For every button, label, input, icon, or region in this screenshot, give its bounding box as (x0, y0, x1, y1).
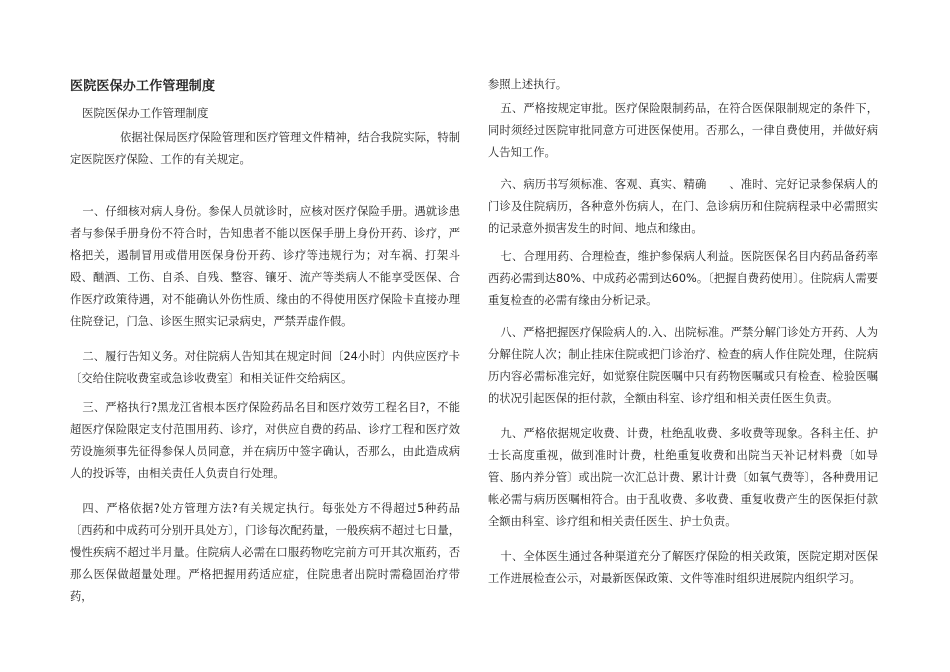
paragraph-8: 八、严格把握医疗保险病人的.入、出院标准。严禁分解门诊处方开药、人为分解住院人次；制止挂床住院或把门诊治疗、检查的病人作住院处理，住院病历内容必需标准完好，如觉察住院医嘱中只有药物医嘱或只有检查、检验医嘱的状况引起医保的拒付款，全额由科室、诊疗组和相关责任医生负责。 (488, 326, 878, 405)
paragraph-4: 四、严格依据?处方管理方法?有关规定执行。每张处方不得超过5种药品〔西药和中成药可分别开具处方〕，门诊每次配药量，一般疾病不超过七日量，慢性疾病不超过半月量。住院病人必需在口服药物吃完前方可开其次瓶药，否那么医保做超量处理。严格把握用药适应症，住院患者出院时需稳固治疗带药， (70, 502, 460, 603)
document-title: 医院医保办工作管理制度 (70, 79, 216, 94)
paragraph-2: 二、履行告知义务。对住院病人告知其在规定时间〔24小时〕内供应医疗卡〔交给住院收费室或急诊收费室〕和相关证件交给病区。 (70, 350, 460, 385)
paragraph-7: 七、合理用药、合理检查，维护参保病人利益。医院医保名目内药品备药率西药必需到达80%、中成药必需到达60%。〔把握自费药使用〕。住院病人需要重复检查的必需有缘由分析记录。 (488, 250, 878, 307)
paragraph-10: 十、全体医生通过各种渠道充分了解医疗保险的相关政策，医院定期对医保工作进展检查公示，对最新医保政策、文件等准时组织进展院内组织学习。 (488, 550, 878, 585)
paragraph-4-continued: 参照上述执行。 (488, 78, 568, 91)
paragraph-9: 九、严格依据规定收费、计费，杜绝乱收费、多收费等现象。各科主任、护士长高度重视，做到准时计费，杜绝重复收费和出院当天补记材料费〔如导管、肠内养分管〕或出院一次汇总计费、累计计费〔如氧气费等〕，各种费用记帐必需与病历医嘱相符合。由于乱收费、多收费、重复收费产生的医保拒付款全额由科室、诊疗组和相关责任医生、护士负责。 (488, 427, 878, 528)
paragraph-5: 五、严格按规定审批。医疗保险限制药品，在符合医保限制规定的条件下，同时须经过医院审批同意方可进医保使用。否那么，一律自费使用，并做好病人告知工作。 (488, 102, 878, 159)
paragraph-1: 一、仔细核对病人身份。参保人员就诊时，应核对医疗保险手册。遇就诊患者与参保手册身份不符合时，告知患者不能以医保手册上身份开药、诊疗，严格把关，遏制冒用或借用医保身份开药、诊疗等违规行为；对车祸、打架斗殴、酗酒、工伤、自杀、自残、整容、镶牙、流产等类病人不能享受医保、合作医疗政策待遇，对不能确认外伤性质、缘由的不得使用医疗保险卡直接办理住院登记，门急、诊医生照实记录病史，严禁弄虚作假。 (70, 205, 460, 328)
document-subtitle: 医院医保办工作管理制度 (82, 106, 209, 120)
paragraph-3: 三、严格执行?黑龙江省根本医疗保险药品名目和医疗效劳工程名目?，不能超医疗保险限定支付范围用药、诊疗，对供应自费的药品、诊疗工程和医疗效劳设施须事先征得参保人员同意，并在病历中签字确认，否那么，由此造成病人的投诉等，由相关责任人负责自行处理。 (70, 401, 460, 480)
paragraph-6: 六、病历书写须标准、客观、真实、精确 、准时、完好记录参保病人的门诊及住院病历，各种意外伤病人，在门、急诊病历和住院病程录中必需照实的记录意外损害发生的时间、地点和缘由。 (488, 178, 878, 235)
intro-paragraph: 依据社保局医疗保险管理和医疗管理文件精神，结合我院实际，特制定医院医疗保险、工作的有关规定。 (70, 131, 460, 166)
